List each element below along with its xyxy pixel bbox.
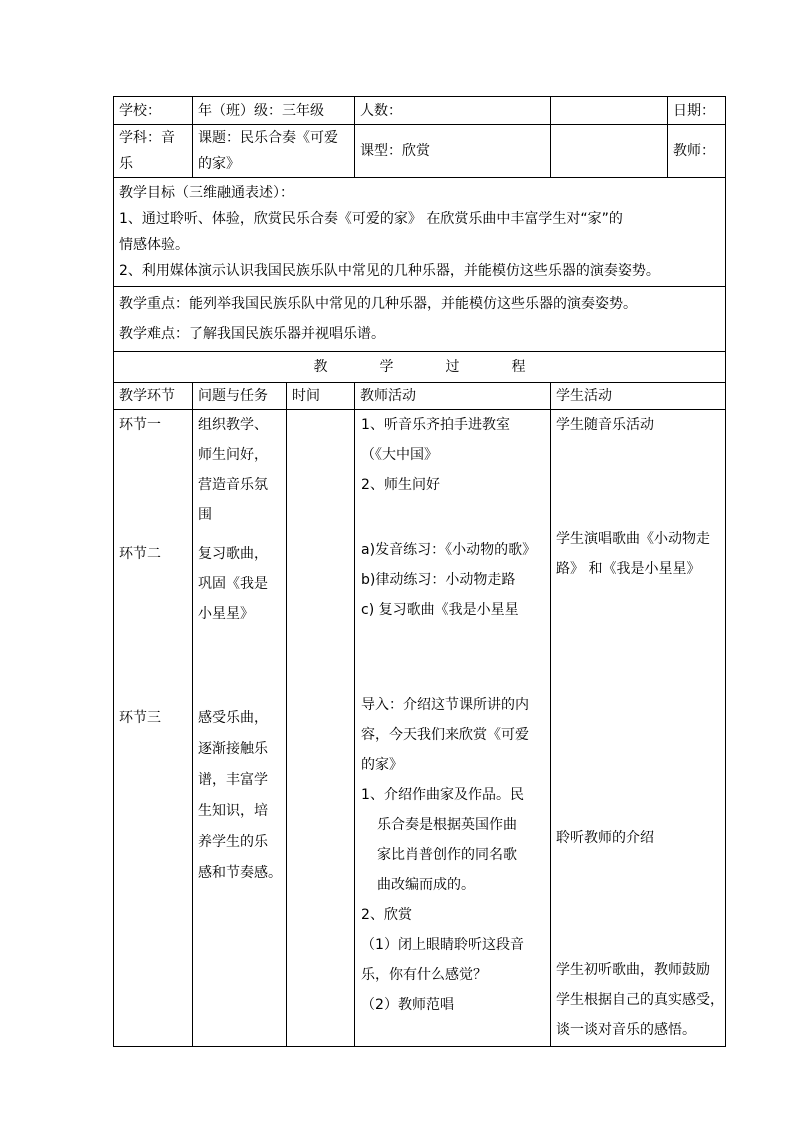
task-2-line: 小星星》 [198, 606, 254, 622]
column-header-row [114, 383, 726, 410]
header-row-2 [114, 125, 726, 178]
teacher-activity-column [355, 410, 551, 1047]
process-char: 教 [313, 359, 328, 375]
task-2-line: 复习歌曲， [198, 546, 268, 562]
col-task: 问题与任务 [193, 383, 287, 410]
type-cell: 课型：欣赏 [355, 125, 551, 178]
empty-cell [551, 97, 668, 125]
student-3b-line: 学生初听歌曲，教师鼓励 [556, 962, 711, 978]
date-cell: 日期： [668, 97, 726, 125]
teacher-1-line: 2、师生问好 [361, 477, 440, 493]
teacher-3-line: 曲改编而成的。 [377, 877, 476, 893]
grade-cell: 年（班）级：三年级 [193, 97, 355, 125]
process-char: 学 [379, 359, 394, 375]
task-3-line: 感受乐曲， [198, 710, 268, 726]
stages-row [114, 410, 726, 1047]
task-3-line: 逐渐接触乐 [198, 741, 268, 757]
stage-2-name: 环节二 [119, 546, 161, 562]
col-student: 学生活动 [551, 383, 726, 410]
teaching-difficulty: 教学难点：了解我国民族乐器并视唱乐谱。 [119, 326, 385, 342]
student-3b-line: 学生根据自己的真实感受， [556, 992, 725, 1008]
teaching-focus: 教学重点：能列举我国民族乐队中常见的几种乐器，并能模仿这些乐器的演奏姿势。 [119, 296, 637, 312]
teacher-3-line: 1、介绍作曲家及作品。民 [361, 787, 524, 803]
stage-column [114, 410, 193, 1047]
teacher-3-line: 容，今天我们来欣赏《可爱 [361, 727, 530, 743]
task-1-line: 营造音乐氛 [198, 477, 268, 493]
stage-3-name: 环节三 [119, 710, 161, 726]
empty-cell-2 [551, 125, 668, 178]
process-title-cell [114, 352, 726, 383]
lesson-plan-table [113, 96, 726, 1047]
teacher-2-line: c) 复习歌曲《我是小星星 [361, 602, 519, 618]
student-2-line: 学生演唱歌曲《小动物走 [556, 531, 711, 547]
header-row-1 [114, 97, 726, 125]
teacher-cell: 教师： [668, 125, 726, 178]
student-2-line: 路》 和《我是小星星》 [556, 561, 701, 577]
objectives-row [114, 178, 726, 287]
col-time: 时间 [287, 383, 355, 410]
col-stage: 教学环节 [114, 383, 193, 410]
student-3b-line: 谈一谈对音乐的感悟。 [556, 1022, 697, 1038]
count-cell: 人数： [355, 97, 551, 125]
student-activity-column [551, 410, 726, 1047]
school-cell: 学校： [114, 97, 193, 125]
task-column [193, 410, 287, 1047]
teacher-3-line: 导入：介绍这节课所讲的内 [361, 697, 530, 713]
task-3-line: 谱，丰富学 [198, 772, 268, 788]
stage-1-name: 环节一 [119, 417, 161, 433]
objectives-title: 教学目标（三维融通表述）： [119, 185, 294, 201]
task-1-line: 围 [198, 507, 212, 523]
objectives-cell [114, 178, 726, 287]
key-points-row [114, 287, 726, 352]
teacher-2-line: b)律动练习：小动物走路 [361, 572, 516, 588]
task-3-line: 养学生的乐 [198, 834, 268, 850]
teacher-3-line: 的家》 [361, 757, 404, 773]
teacher-3-line: （2）教师范唱 [361, 997, 454, 1013]
process-title-row [114, 352, 726, 383]
key-points-cell [114, 287, 726, 352]
task-1-line: 师生问好， [198, 447, 268, 463]
objective-1-line-2: 情感体验。 [119, 237, 189, 253]
subject-cell: 学科：音乐 [114, 125, 193, 178]
topic-cell: 课题：民乐合奏《可爱的家》 [193, 125, 355, 178]
process-char: 程 [511, 359, 526, 375]
objective-1-line-1: 1、通过聆听、体验，欣赏民乐合奏《可爱的家》 在欣赏乐曲中丰富学生对“家”的 [119, 211, 623, 227]
task-1-line: 组织教学、 [198, 417, 268, 433]
col-teacher: 教师活动 [355, 383, 551, 410]
teacher-2-line: a)发音练习：《小动物的歌》 [361, 542, 537, 558]
teacher-3-line: 2、欣赏 [361, 907, 412, 923]
student-1-line: 学生随音乐活动 [556, 417, 655, 433]
task-3-line: 生知识，培 [198, 803, 268, 819]
teacher-3-line: 乐合奏是根据英国作曲 [377, 817, 518, 833]
process-char: 过 [445, 359, 460, 375]
objective-2: 2、利用媒体演示认识我国民族乐队中常见的几种乐器，并能模仿这些乐器的演奏姿势。 [119, 263, 660, 279]
teacher-1-line: 1、听音乐齐拍手进教室 [361, 417, 510, 433]
teacher-3-line: 家比肖普创作的同名歌 [377, 847, 518, 863]
student-3a-line: 聆听教师的介绍 [556, 830, 655, 846]
task-2-line: 巩固《我是 [198, 576, 268, 592]
teacher-3-line: 乐，你有什么感觉？ [361, 967, 488, 983]
teacher-3-line: （1）闭上眼睛聆听这段音 [361, 937, 524, 953]
task-3-line: 感和节奏感。 [198, 865, 282, 881]
time-column [287, 410, 355, 1047]
teacher-1-line: （《大中国》 [361, 447, 439, 463]
